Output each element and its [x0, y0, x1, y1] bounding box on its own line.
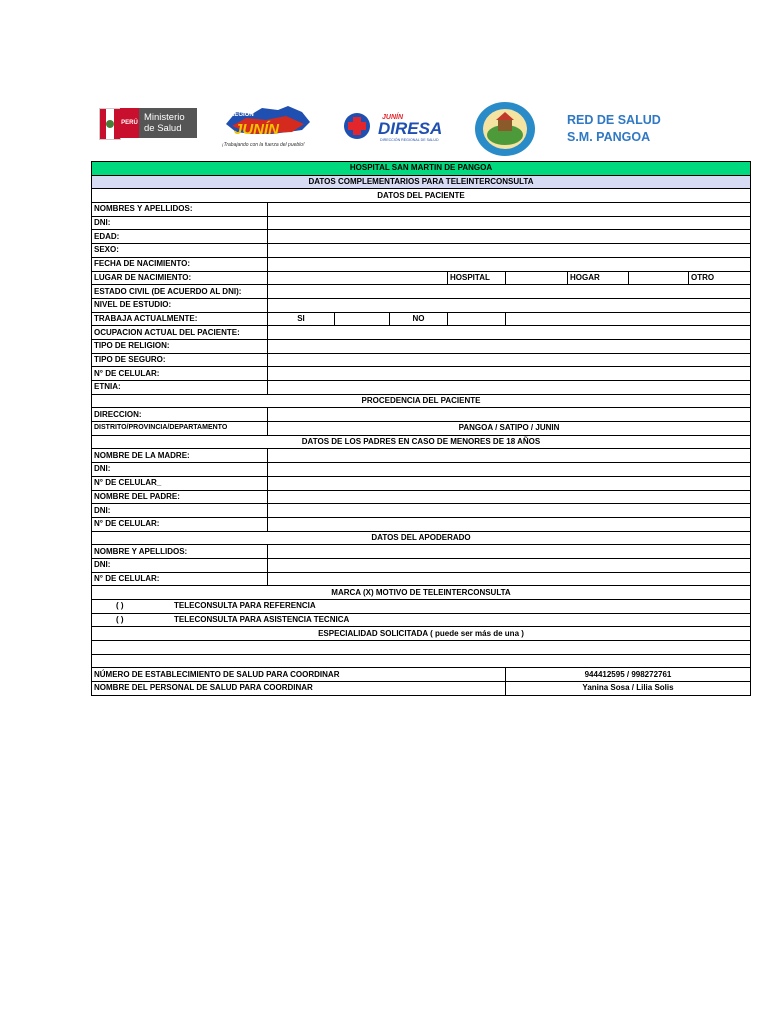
field-label: NOMBRE DEL PADRE:: [92, 490, 268, 504]
field-label: DNI:: [92, 463, 268, 477]
seguro-field[interactable]: [268, 353, 751, 367]
table-row: [92, 545, 751, 559]
table-row: [92, 326, 751, 340]
field-label: NOMBRE DEL PERSONAL DE SALUD PARA COORDINAR: [92, 682, 506, 696]
especialidad-field[interactable]: [92, 641, 751, 655]
region-junin-logo: [222, 104, 314, 148]
especialidad-label: ESPECIALIDAD SOLICITADA ( puede ser más de una ): [92, 627, 751, 641]
field-label: FECHA DE NACIMIENTO:: [92, 257, 268, 271]
table-row: [92, 682, 751, 696]
table-row: [92, 244, 751, 258]
field-label: NIVEL DE ESTUDIO:: [92, 298, 268, 312]
celular-padre-field[interactable]: [268, 517, 751, 531]
no-checkbox[interactable]: [448, 312, 506, 326]
table-row: [92, 271, 751, 285]
diresa-top-text: JUNÍN: [382, 114, 404, 121]
table-row: [92, 298, 751, 312]
direccion-field[interactable]: [268, 408, 751, 422]
field-label: DNI:: [92, 504, 268, 518]
motivo-referencia-option[interactable]: [92, 600, 751, 614]
option-label: OTRO: [689, 271, 751, 285]
field-label: N° DE CELULAR:: [92, 517, 268, 531]
lugar-nacimiento-field[interactable]: [268, 271, 448, 285]
apoderado-celular-field[interactable]: [268, 572, 751, 586]
edad-field[interactable]: [268, 230, 751, 244]
junin-region-text: REGIÓN: [230, 112, 254, 118]
apoderado-dni-field[interactable]: [268, 558, 751, 572]
motivo-label: TELECONSULTA PARA REFERENCIA: [174, 601, 316, 611]
field-label: TRABAJA ACTUALMENTE:: [92, 312, 268, 326]
table-row: [92, 216, 751, 230]
madre-field[interactable]: [268, 449, 751, 463]
table-row: [92, 353, 751, 367]
table-row: [92, 613, 751, 627]
option-label: SI: [268, 312, 335, 326]
junin-name-text: JUNÍN: [234, 121, 280, 138]
field-label: ETNIA:: [92, 381, 268, 395]
nivel-estudio-field[interactable]: [268, 298, 751, 312]
blank-row: [92, 654, 751, 668]
etnia-field[interactable]: [268, 381, 751, 395]
table-row: [92, 203, 751, 217]
ministerio-label: Ministerio de Salud: [139, 108, 197, 138]
red-salud-title: [567, 112, 661, 146]
field-label: DIRECCION:: [92, 408, 268, 422]
field-label: LUGAR DE NACIMIENTO:: [92, 271, 268, 285]
option-label: HOGAR: [568, 271, 629, 285]
table-row: [92, 367, 751, 381]
field-label: DNI:: [92, 216, 268, 230]
field-label: TIPO DE SEGURO:: [92, 353, 268, 367]
estado-civil-field[interactable]: [268, 285, 751, 299]
hogar-checkbox[interactable]: [629, 271, 689, 285]
blank-cell: [506, 312, 751, 326]
table-row: [92, 558, 751, 572]
field-label: ESTADO CIVIL (DE ACUERDO AL DNI):: [92, 285, 268, 299]
table-row: [92, 600, 751, 614]
ocupacion-field[interactable]: [268, 326, 751, 340]
si-checkbox[interactable]: [335, 312, 390, 326]
section-padres: DATOS DE LOS PADRES EN CASO DE MENORES DE 18 AÑOS: [92, 435, 751, 449]
table-row: [92, 449, 751, 463]
table-row: [92, 381, 751, 395]
table-row: [92, 408, 751, 422]
field-label: SEXO:: [92, 244, 268, 258]
religion-field[interactable]: [268, 339, 751, 353]
sexo-field[interactable]: [268, 244, 751, 258]
table-row: [92, 641, 751, 655]
distrito-value: PANGOA / SATIPO / JUNIN: [268, 422, 751, 436]
header-logos: [0, 96, 768, 156]
dni-field[interactable]: [268, 216, 751, 230]
dni-padre-field[interactable]: [268, 504, 751, 518]
coord-personal-value: Yanina Sosa / Lilia Solis: [506, 682, 751, 696]
field-label: N° DE CELULAR_: [92, 476, 268, 490]
red-salud-line1: RED DE SALUD: [567, 113, 661, 127]
table-row: [92, 339, 751, 353]
diresa-sub-text: DIRECCIÓN REGIONAL DE SALUD: [380, 138, 439, 142]
ministerio-salud-logo: [99, 108, 199, 138]
red-cross-icon: [344, 113, 370, 139]
table-row: [92, 476, 751, 490]
diresa-name-text: DIRESA: [378, 119, 443, 138]
hospital-checkbox[interactable]: [506, 271, 568, 285]
field-label: OCUPACION ACTUAL DEL PACIENTE:: [92, 326, 268, 340]
dni-madre-field[interactable]: [268, 463, 751, 477]
field-label: N° DE CELULAR:: [92, 367, 268, 381]
motivo-checkbox[interactable]: ( ): [116, 601, 124, 611]
section-procedencia: PROCEDENCIA DEL PACIENTE: [92, 394, 751, 408]
teleinterconsulta-form: [91, 161, 751, 696]
table-row: [92, 463, 751, 477]
table-row: [92, 504, 751, 518]
form-subtitle: DATOS COMPLEMENTARIOS PARA TELEINTERCONSULTA: [92, 175, 751, 189]
table-row: [92, 285, 751, 299]
field-label: NÚMERO DE ESTABLECIMIENTO DE SALUD PARA COORDINAR: [92, 668, 506, 682]
section-datos-paciente: DATOS DEL PACIENTE: [92, 189, 751, 203]
nombres-field[interactable]: [268, 203, 751, 217]
option-label: HOSPITAL: [448, 271, 506, 285]
section-apoderado: DATOS DEL APODERADO: [92, 531, 751, 545]
motivo-asistencia-option[interactable]: [92, 613, 751, 627]
field-label: DNI:: [92, 558, 268, 572]
field-label: NOMBRE DE LA MADRE:: [92, 449, 268, 463]
table-row: [92, 572, 751, 586]
field-label: EDAD:: [92, 230, 268, 244]
table-row: [92, 490, 751, 504]
junin-slogan-text: ¡Trabajando con la fuerza del pueblo!: [222, 142, 305, 148]
motivo-label: TELECONSULTA PARA ASISTENCIA TECNICA: [174, 615, 350, 625]
hospital-title: HOSPITAL SAN MARTIN DE PANGOA: [92, 162, 751, 176]
table-row: [92, 257, 751, 271]
table-row: [92, 668, 751, 682]
red-salud-line2: S.M. PANGOA: [567, 130, 651, 144]
field-label: NOMBRE Y APELLIDOS:: [92, 545, 268, 559]
fecha-nacimiento-field[interactable]: [268, 257, 751, 271]
coord-phone-value: 944412595 / 998272761: [506, 668, 751, 682]
peru-label: PERÚ: [120, 108, 139, 138]
peru-coat-of-arms-icon: [99, 108, 121, 140]
section-motivo: MARCA (X) MOTIVO DE TELEINTERCONSULTA: [92, 586, 751, 600]
padre-field[interactable]: [268, 490, 751, 504]
field-label: DISTRITO/PROVINCIA/DEPARTAMENTO: [92, 422, 268, 436]
field-label: TIPO DE RELIGION:: [92, 339, 268, 353]
red-salud-seal-icon: [474, 101, 536, 157]
field-label: N° DE CELULAR:: [92, 572, 268, 586]
table-row: [92, 422, 751, 436]
field-label: NOMBRES Y APELLIDOS:: [92, 203, 268, 217]
table-row: [92, 517, 751, 531]
table-row: [92, 312, 751, 326]
motivo-checkbox[interactable]: ( ): [116, 615, 124, 625]
celular-field[interactable]: [268, 367, 751, 381]
table-row: [92, 654, 751, 668]
diresa-logo: [342, 110, 462, 144]
celular-madre-field[interactable]: [268, 476, 751, 490]
table-row: [92, 230, 751, 244]
apoderado-nombres-field[interactable]: [268, 545, 751, 559]
option-label: NO: [390, 312, 448, 326]
